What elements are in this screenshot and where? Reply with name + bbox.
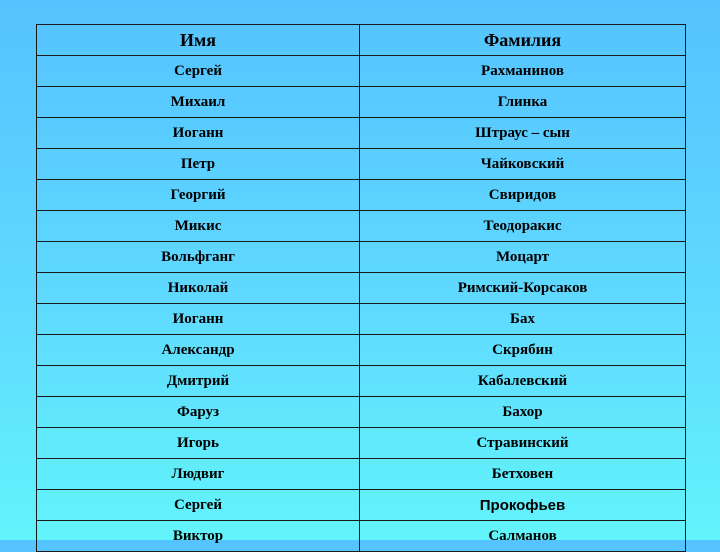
first-name-cell: Иоганн: [37, 304, 360, 335]
table-row: [37, 180, 686, 211]
table-row: [37, 242, 686, 273]
first-name-cell: Фаруз: [37, 397, 360, 428]
first-name-cell: Иоганн: [37, 118, 360, 149]
last-name-cell: Чайковский: [360, 149, 686, 180]
last-name-cell: Римский-Корсаков: [360, 273, 686, 304]
first-name-cell: Сергей: [37, 56, 360, 87]
table-row: [37, 211, 686, 242]
table-row: [37, 459, 686, 490]
first-name-cell: Николай: [37, 273, 360, 304]
composers-table: [36, 24, 686, 552]
last-name-cell: Бахор: [360, 397, 686, 428]
last-name-cell: Штраус – сын: [360, 118, 686, 149]
last-name-cell: Стравинский: [360, 428, 686, 459]
first-name-cell: Вольфганг: [37, 242, 360, 273]
table-row: [37, 335, 686, 366]
table-row: [37, 366, 686, 397]
table-row: [37, 490, 686, 521]
table-row: [37, 118, 686, 149]
last-name-cell: Бах: [360, 304, 686, 335]
table-row: [37, 304, 686, 335]
column-header-first-name: Имя: [37, 25, 360, 56]
last-name-cell: Свиридов: [360, 180, 686, 211]
table-row: [37, 521, 686, 552]
table-row: [37, 87, 686, 118]
first-name-cell: Александр: [37, 335, 360, 366]
last-name-cell: Глинка: [360, 87, 686, 118]
column-header-last-name: Фамилия: [360, 25, 686, 56]
first-name-cell: Михаил: [37, 87, 360, 118]
last-name-cell: Кабалевский: [360, 366, 686, 397]
table-header-row: [37, 25, 686, 56]
first-name-cell: Петр: [37, 149, 360, 180]
table-row: [37, 149, 686, 180]
table-row: [37, 397, 686, 428]
first-name-cell: Виктор: [37, 521, 360, 552]
last-name-cell: Теодоракис: [360, 211, 686, 242]
table-row: [37, 273, 686, 304]
table-row: [37, 56, 686, 87]
first-name-cell: Сергей: [37, 490, 360, 521]
last-name-cell: Рахманинов: [360, 56, 686, 87]
last-name-cell: Бетховен: [360, 459, 686, 490]
first-name-cell: Игорь: [37, 428, 360, 459]
first-name-cell: Микис: [37, 211, 360, 242]
last-name-cell: Салманов: [360, 521, 686, 552]
first-name-cell: Дмитрий: [37, 366, 360, 397]
last-name-cell: Скрябин: [360, 335, 686, 366]
table-row: [37, 428, 686, 459]
last-name-cell: Моцарт: [360, 242, 686, 273]
first-name-cell: Георгий: [37, 180, 360, 211]
first-name-cell: Людвиг: [37, 459, 360, 490]
last-name-cell: Прокофьев: [360, 490, 686, 521]
